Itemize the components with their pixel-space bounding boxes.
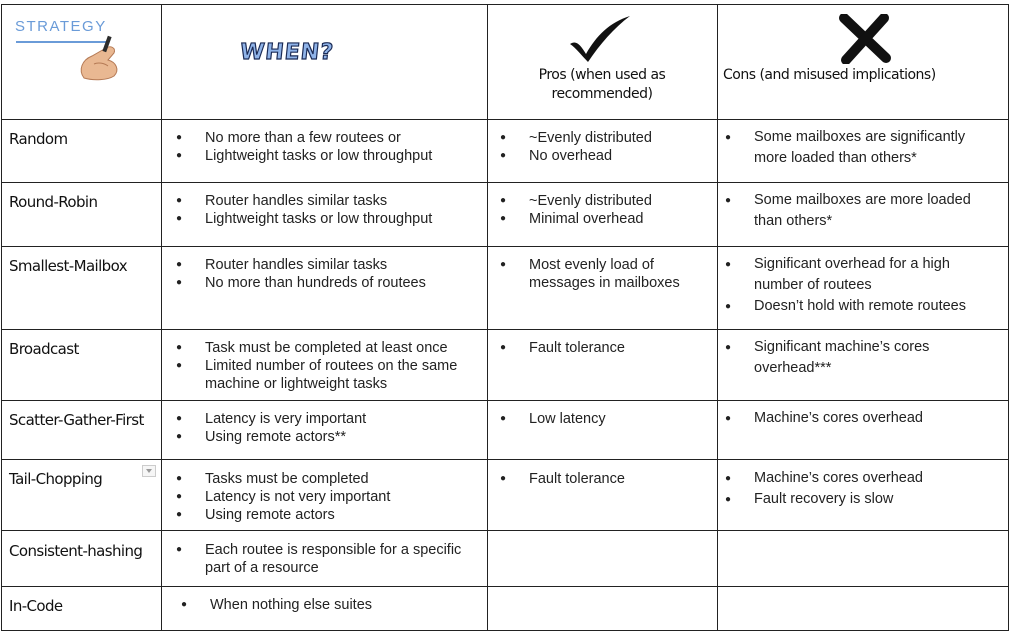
- row-name-in-code: In-Code: [9, 597, 63, 615]
- row-divider-5: [1, 459, 1009, 460]
- cons-list-smallest-mailbox: [725, 254, 995, 317]
- when-list-consistent-hashing: [176, 541, 476, 577]
- row-name-consistent-hashing: Consistent-hashing: [9, 542, 143, 560]
- table-border-left: [1, 4, 2, 631]
- list-item: ● Each routee is responsible for a specific part of a resource: [176, 541, 476, 577]
- list-item: ● ~Evenly distributed: [500, 129, 710, 147]
- when-list-smallest-mailbox: [176, 256, 476, 292]
- row-divider-header: [1, 119, 1009, 120]
- cons-list-random: [725, 127, 995, 169]
- row-divider-1: [1, 182, 1009, 183]
- list-item: ● Router handles similar tasks: [176, 256, 476, 274]
- row-name-round-robin: Round-Robin: [9, 193, 98, 211]
- row-divider-4: [1, 400, 1009, 401]
- writing-hand-icon: [12, 30, 122, 82]
- pros-list-round-robin: [500, 192, 710, 228]
- column-divider-2: [487, 4, 488, 631]
- list-item: ● Limited number of routees on the same machine or lightweight tasks: [176, 357, 476, 393]
- cons-list-round-robin: [725, 190, 995, 232]
- row-name-scatter-gather-first: Scatter-Gather-First: [9, 411, 144, 429]
- list-item: ● Using remote actors**: [176, 428, 476, 446]
- list-item: ● Latency is very important: [176, 410, 476, 428]
- list-item: ● No more than hundreds of routees: [176, 274, 476, 292]
- cons-list-scatter-gather-first: [725, 408, 995, 429]
- list-item: ● Some mailboxes are significantly more loaded than others*: [725, 127, 995, 169]
- when-list-broadcast: [176, 339, 476, 393]
- column-divider-1: [161, 4, 162, 631]
- pros-list-smallest-mailbox: [500, 256, 690, 292]
- list-item: ● Significant machine’s cores overhead***: [725, 337, 965, 379]
- pros-list-scatter-gather-first: [500, 410, 710, 428]
- list-item: ● ~Evenly distributed: [500, 192, 710, 210]
- list-item: ● Low latency: [500, 410, 710, 428]
- list-item: ● Lightweight tasks or low throughput: [176, 210, 476, 228]
- row-name-random: Random: [9, 130, 68, 148]
- column-divider-3: [717, 4, 718, 631]
- list-item: ● Fault recovery is slow: [725, 489, 995, 510]
- pros-column-title: Pros (when used as recommended): [538, 67, 666, 102]
- pros-list-broadcast: [500, 339, 710, 357]
- row-name-broadcast: Broadcast: [9, 340, 79, 358]
- list-item: ● Using remote actors: [176, 506, 476, 524]
- pros-list-tail-chopping: [500, 470, 710, 488]
- checkmark-icon: [568, 14, 632, 64]
- when-list-tail-chopping: [176, 470, 476, 524]
- when-list-scatter-gather-first: [176, 410, 476, 446]
- cons-list-tail-chopping: [725, 468, 995, 510]
- pros-list-random: [500, 129, 710, 165]
- when-list-in-code: [181, 596, 481, 614]
- list-item: ● Machine’s cores overhead: [725, 408, 995, 429]
- list-item: ● Tasks must be completed: [176, 470, 476, 488]
- cross-icon: [838, 14, 892, 64]
- cons-list-broadcast: [725, 337, 965, 379]
- row-name-smallest-mailbox: Smallest-Mailbox: [9, 257, 127, 275]
- list-item: ● Task must be completed at least once: [176, 339, 476, 357]
- table-border-top: [1, 4, 1009, 5]
- table-border-bottom: [1, 630, 1009, 631]
- row-divider-3: [1, 329, 1009, 330]
- row-divider-6: [1, 530, 1009, 531]
- row-name-tail-chopping: Tail-Chopping: [9, 470, 103, 488]
- table-border-right: [1008, 4, 1009, 631]
- list-item: ● No overhead: [500, 147, 710, 165]
- when-list-round-robin: [176, 192, 476, 228]
- strategy-logo-text: STRATEGY: [15, 18, 107, 35]
- row-divider-2: [1, 246, 1009, 247]
- when-list-random: [176, 129, 476, 165]
- list-item: ● Minimal overhead: [500, 210, 710, 228]
- cons-column-title: Cons (and misused implications): [723, 67, 936, 83]
- list-item: ● Lightweight tasks or low throughput: [176, 147, 476, 165]
- list-item: ● Doesn’t hold with remote routees: [725, 296, 995, 317]
- list-item: ● Fault tolerance: [500, 470, 710, 488]
- list-item: ● When nothing else suites: [181, 596, 481, 614]
- list-item: ● Fault tolerance: [500, 339, 710, 357]
- row-divider-7: [1, 586, 1009, 587]
- list-item: ● Router handles similar tasks: [176, 192, 476, 210]
- list-item: ● Latency is not very important: [176, 488, 476, 506]
- cell-dropdown-toggle[interactable]: [142, 465, 156, 477]
- when-column-title: WHEN?: [238, 40, 336, 65]
- list-item: ● Machine’s cores overhead: [725, 468, 995, 489]
- list-item: ● Most evenly load of messages in mailboxes: [500, 256, 690, 292]
- list-item: ● Some mailboxes are more loaded than others*: [725, 190, 995, 232]
- list-item: ● No more than a few routees or: [176, 129, 476, 147]
- list-item: ● Significant overhead for a high number of routees: [725, 254, 995, 296]
